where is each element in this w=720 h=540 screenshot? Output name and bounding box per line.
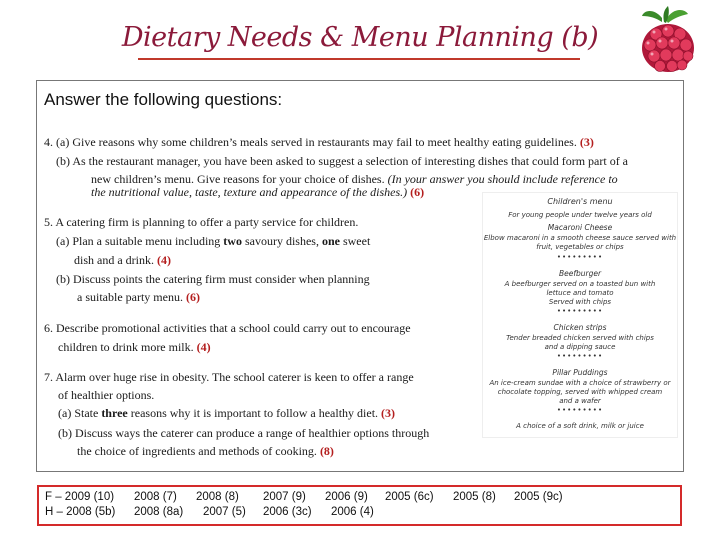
q7-line1: 7. Alarm over huge rise in obesity. The school caterer is keen to offer a range [44, 370, 414, 384]
q5a-text-1: (a) Plan a suitable menu including [56, 234, 221, 248]
q7a-text-2: reasons why it is important to follow a healthy diet. [130, 406, 379, 420]
reference-item: 2005 (8) [453, 491, 496, 503]
reference-item: 2008 (8) [196, 491, 239, 503]
q7b-marks: (8) [319, 444, 334, 458]
menu-dish-desc: Elbow macaroni in a smooth cheese sauce served with [483, 234, 677, 242]
q5b-marks: (6) [185, 290, 200, 304]
q4a-marks: (3) [579, 135, 594, 149]
q4b-text: new children’s menu. Give reasons for your choice of dishes. [91, 172, 385, 186]
q4-line2: (b) As the restaurant manager, you have been asked to suggest a selection of interesting dishes that could form part of a [56, 154, 629, 168]
reference-item: 2005 (6c) [385, 491, 434, 503]
page-title: Dietary Needs & Menu Planning (b) [121, 22, 599, 53]
q7a-text-1: (a) State [58, 406, 99, 420]
q5-line2 [56, 232, 370, 251]
childrens-menu-image [482, 192, 678, 438]
q5a-text-4: dish and a drink. [74, 253, 154, 267]
reference-item: 2006 (4) [331, 506, 374, 518]
q5b-text: a suitable party menu. [77, 290, 183, 304]
q5-line1: 5. A catering firm is planning to offer a party service for children. [44, 215, 359, 229]
q4-line4 [91, 183, 424, 202]
q7-line5 [77, 442, 334, 461]
menu-separator: ••••••••• [556, 406, 604, 414]
q6-line1: 6. Describe promotional activities that a school could carry out to encourage [44, 321, 411, 335]
reference-item: 2006 (3c) [263, 506, 312, 518]
q5a-text-2: savoury dishes, [244, 234, 319, 248]
menu-title: Children's menu [547, 197, 613, 206]
menu-separator: ••••••••• [556, 352, 604, 360]
q4b-marks: (6) [410, 185, 425, 199]
q4b-note-cont: the nutritional value, taste, texture and appearance of the dishes.) [91, 185, 408, 199]
title-underline [138, 58, 580, 60]
menu-separator: ••••••••• [556, 307, 604, 315]
q5a-text-3: sweet [342, 234, 371, 248]
menu-dish-desc: An ice-cream sundae with a choice of strawberry or [489, 379, 671, 387]
q7a-marks: (3) [381, 406, 396, 420]
q7-line3 [58, 404, 395, 423]
reference-item: F – 2009 (10) [45, 491, 115, 503]
q4a-text: 4. (a) Give reasons why some children’s meals served in restaurants may fail to meet healthy eating guidelines. [44, 135, 577, 149]
questions-heading: Answer the following questions: [44, 90, 283, 109]
menu-separator: ••••••••• [556, 253, 604, 261]
past-paper-references [37, 485, 682, 526]
q5a-marks: (4) [157, 253, 171, 267]
reference-item: 2008 (8a) [134, 506, 184, 518]
q4b-note: (In your answer you should include reference to [387, 172, 618, 186]
reference-item: 2007 (5) [203, 506, 246, 518]
q5a-emphasis-two: two [223, 234, 242, 248]
menu-dish-name: Pillar Puddings [552, 368, 608, 377]
menu-dish-desc: lettuce and tomato [546, 289, 614, 297]
q5-line3 [74, 251, 171, 270]
menu-dish-name: Macaroni Cheese [547, 223, 613, 232]
reference-item: 2005 (9c) [514, 491, 563, 503]
menu-drink: A choice of a soft drink, milk or juice [516, 422, 644, 430]
q6-line2 [58, 338, 211, 357]
menu-dish-desc: Tender breaded chicken served with chips [506, 334, 654, 342]
q6-marks: (4) [196, 340, 211, 354]
menu-dish-desc: and a dipping sauce [544, 343, 616, 351]
menu-dish-name: Beefburger [558, 269, 602, 278]
q5-line4: (b) Discuss points the catering firm must consider when planning [56, 272, 370, 286]
menu-subtitle: For young people under twelve years old [508, 211, 652, 219]
menu-dish-name: Chicken strips [553, 323, 607, 332]
menu-dish-desc: fruit, vegetables or chips [536, 243, 624, 251]
q5-line5 [77, 288, 200, 307]
q6-text: children to drink more milk. [58, 340, 194, 354]
q5a-emphasis-one: one [321, 234, 340, 248]
raspberry-icon [632, 6, 704, 76]
q7-line2: of healthier options. [58, 388, 155, 402]
menu-dish-desc: chocolate topping, served with whipped cream [497, 388, 663, 396]
reference-item: 2008 (7) [134, 491, 177, 503]
menu-dish-desc: A beefburger served on a toasted bun with [504, 280, 656, 288]
q7b-text: the choice of ingredients and methods of cooking. [77, 444, 317, 458]
q7a-emphasis-three: three [101, 406, 128, 420]
menu-dish-desc: and a wafer [559, 397, 601, 405]
reference-item: 2007 (9) [263, 491, 306, 503]
q4-line1 [44, 133, 594, 152]
reference-item: H – 2008 (5b) [45, 506, 116, 518]
q7-line4: (b) Discuss ways the caterer can produce a range of healthier options through [58, 426, 430, 440]
reference-item: 2006 (9) [325, 491, 368, 503]
menu-dish-desc: Served with chips [548, 298, 612, 306]
